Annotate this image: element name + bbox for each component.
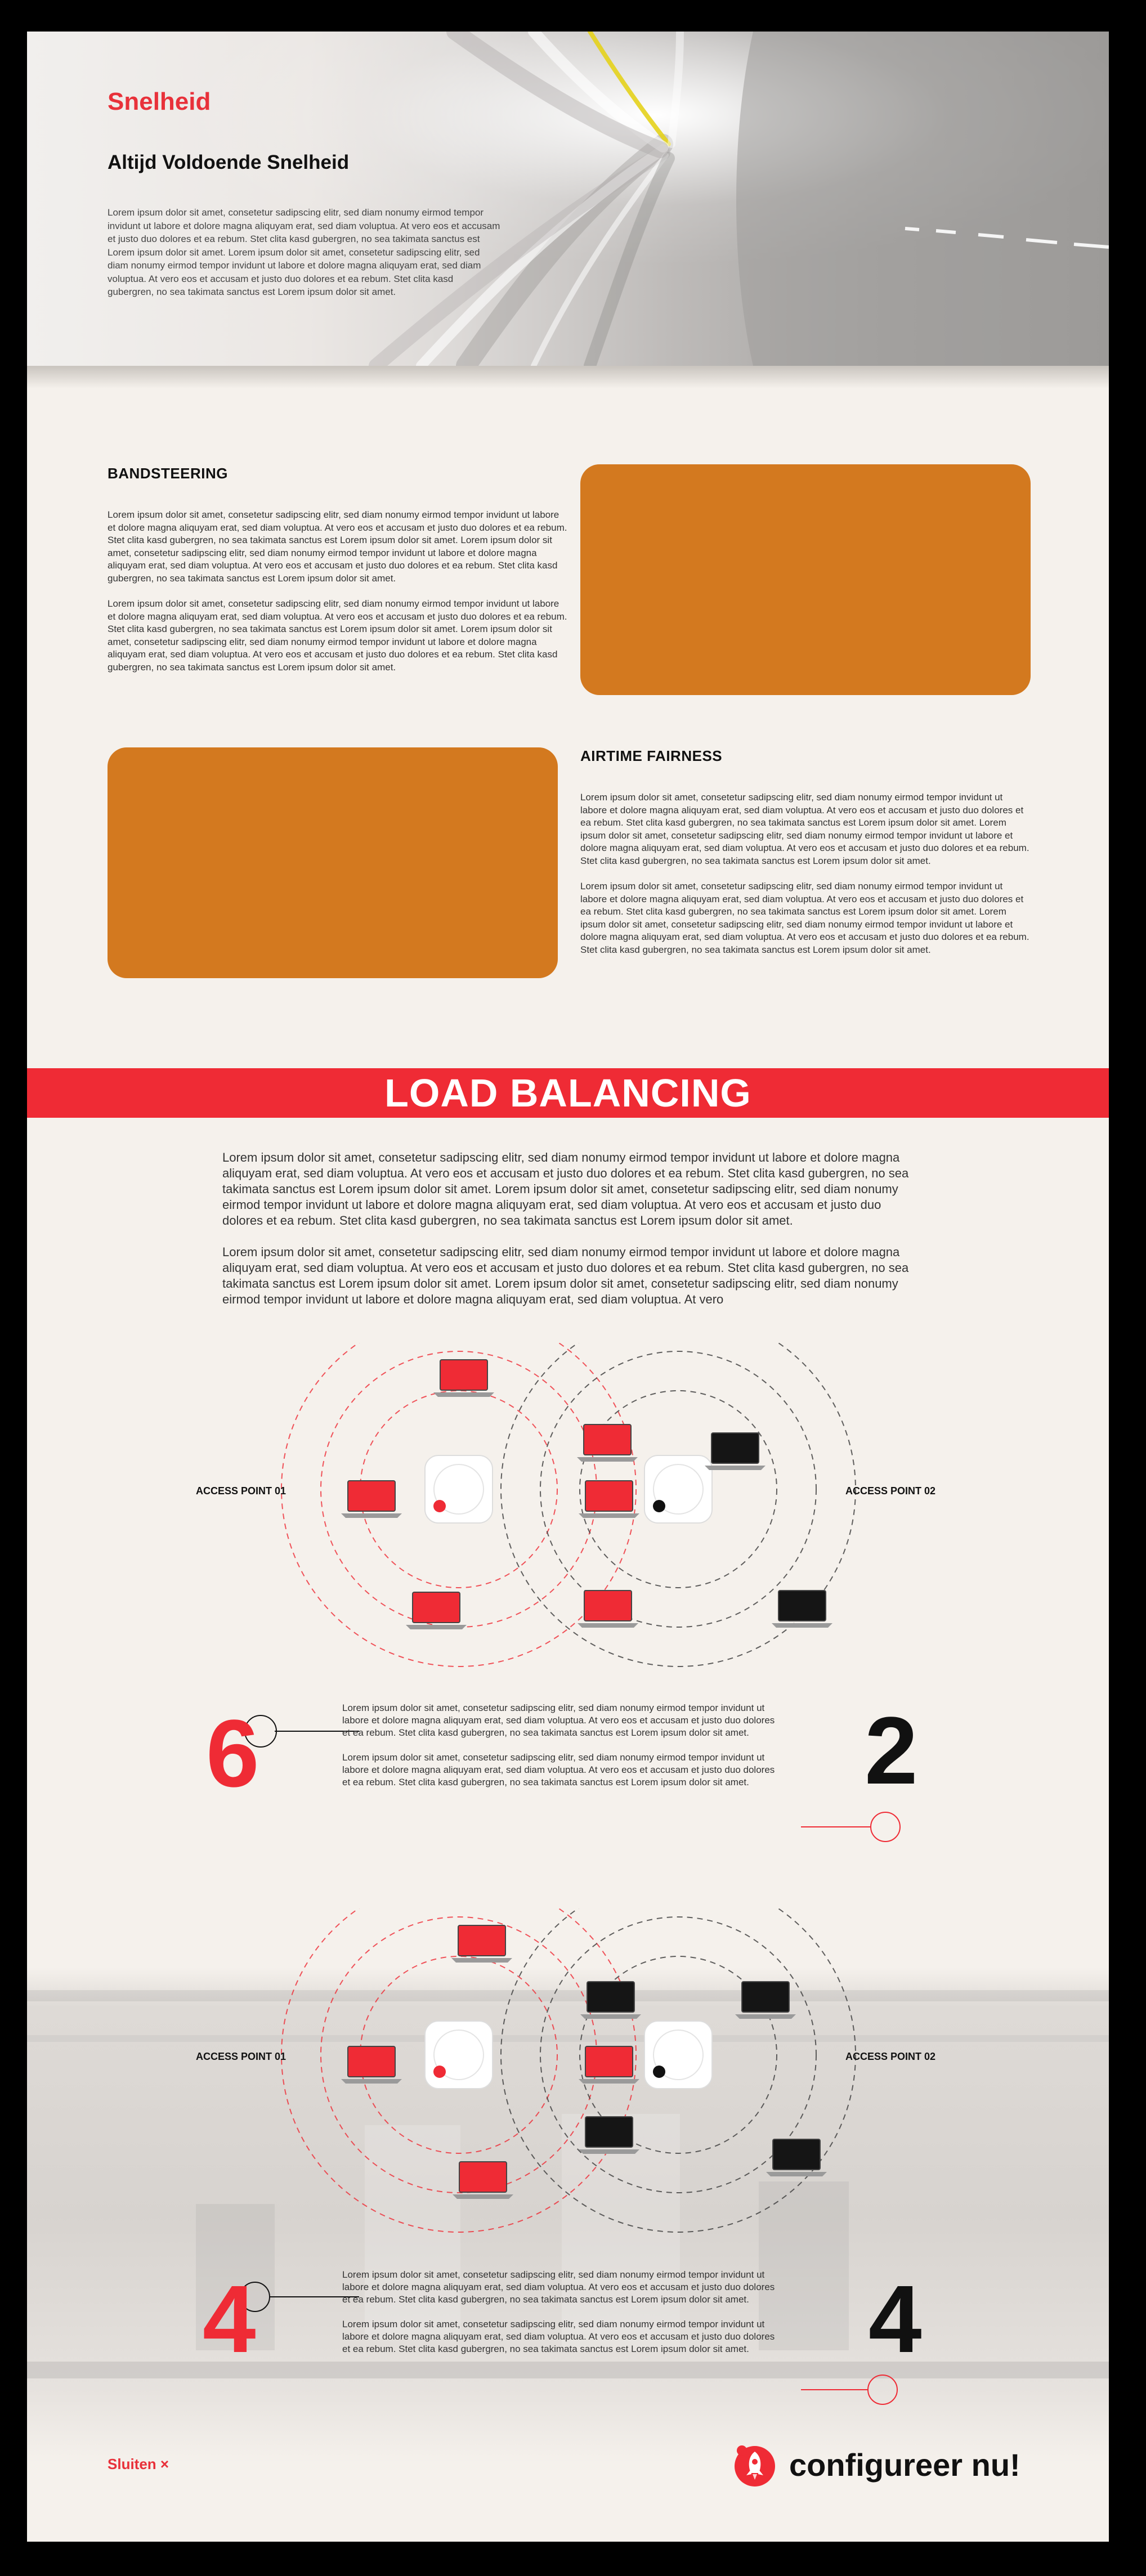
- laptop-icon: [580, 1982, 641, 2019]
- ap1-label: ACCESS POINT 01: [196, 2051, 286, 2062]
- laptop-icon: [772, 1591, 832, 1628]
- diagram2-paragraph-1: Lorem ipsum dolor sit amet, consetetur sadipscing elitr, sed diam nonumy eirmod tempor invidunt ut labore et dolore magna aliquyam erat, sed diam voluptua. At vero eos et accusam et justo duo dolores et ea rebum. Stet clita kasd gubergren, no sea takimata sanctus est Lorem ipsum dolor sit amet.: [342, 2269, 775, 2305]
- access-point-icon: [425, 2021, 493, 2089]
- ap2-label: ACCESS POINT 02: [845, 2051, 936, 2062]
- load-balancing-text: [222, 1150, 916, 1323]
- laptop-icon: [579, 1481, 639, 1518]
- laptop-icon: [578, 1591, 638, 1628]
- load-balancing-paragraph-2: Lorem ipsum dolor sit amet, consetetur sadipscing elitr, sed diam nonumy eirmod tempor invidunt ut labore et dolore magna aliquyam erat, sed diam voluptua. At vero eos et accusam et justo duo dolores et ea rebum. Stet clita kasd gubergren, no sea takimata sanctus est Lorem ipsum dolor sit amet. Lorem ipsum dolor sit amet, consetetur sadipscing elitr, sed diam nonumy eirmod tempor invidunt ut labore et dolore magna aliquyam erat, sed diam voluptua. At vero: [222, 1245, 909, 1306]
- ap1-device-count: 6: [206, 1700, 259, 1807]
- configure-now-button[interactable]: [731, 2440, 1020, 2489]
- laptops: [341, 1925, 827, 2199]
- airtime-text: [580, 791, 1031, 969]
- laptop-icon: [579, 2046, 639, 2084]
- configure-now-label: configureer nu!: [789, 2447, 1020, 2483]
- bandsteering-text: [108, 509, 569, 687]
- load-balancing-diagram-2: [27, 1909, 1109, 2246]
- hero-text: Lorem ipsum dolor sit amet, consetetur sadipscing elitr, sed diam nonumy eirmod tempor invidunt ut labore et dolore magna aliquyam erat, sed diam voluptua. At vero eos et accusam et justo duo dolores et ea rebum. Stet clita kasd gubergren, no sea takimata sanctus est Lorem ipsum dolor sit amet. Lorem ipsum dolor sit amet, consetetur sadipscing elitr, sed diam nonumy eirmod tempor invidunt ut labore et dolore magna aliquyam erat, sed diam voluptua. At vero eos et accusam et justo duo dolores et ea rebum. Stet clita kasd gubergren, no sea takimata sanctus est Lorem ipsum dolor sit amet.: [108, 207, 500, 297]
- bandsteering-media-placeholder: [580, 464, 1031, 695]
- diagram2-text: [342, 2269, 781, 2368]
- page: [27, 32, 1109, 2542]
- hero-title: Altijd Voldoende Snelheid: [108, 151, 350, 173]
- rocket-logo-icon: [731, 2440, 779, 2489]
- laptop-icon: [341, 2046, 402, 2084]
- ap2-device-count: 4: [869, 2266, 922, 2373]
- laptop-icon: [453, 2162, 513, 2199]
- load-balancing-banner: [27, 1068, 1109, 1118]
- access-point-icon: [644, 1455, 712, 1523]
- load-balancing-diagram-1: [27, 1343, 1109, 1681]
- hero-shadow: [27, 366, 1109, 388]
- airtime-title: AIRTIME FAIRNESS: [580, 747, 723, 764]
- hero-banner: [27, 32, 1109, 366]
- laptop-icon: [341, 1481, 402, 1518]
- laptop-icon: [766, 2139, 827, 2176]
- laptop-icon: [705, 1433, 766, 1470]
- bandsteering-paragraph-2: Lorem ipsum dolor sit amet, consetetur sadipscing elitr, sed diam nonumy eirmod tempor invidunt ut labore et dolore magna aliquyam erat, sed diam voluptua. At vero eos et accusam et justo duo dolores et ea rebum. Stet clita kasd gubergren, no sea takimata sanctus est Lorem ipsum dolor sit amet. Lorem ipsum dolor sit amet, consetetur sadipscing elitr, sed diam nonumy eirmod tempor invidunt ut labore et dolore magna aliquyam erat, sed diam voluptua. At vero eos et accusam et justo duo dolores et ea rebum. Stet clita kasd gubergren, no sea takimata sanctus est Lorem ipsum dolor sit amet.: [108, 598, 567, 673]
- load-balancing-paragraph-1: Lorem ipsum dolor sit amet, consetetur sadipscing elitr, sed diam nonumy eirmod tempor invidunt ut labore et dolore magna aliquyam erat, sed diam voluptua. At vero eos et accusam et justo duo dolores et ea rebum. Stet clita kasd gubergren, no sea takimata sanctus est Lorem ipsum dolor sit amet. Lorem ipsum dolor sit amet, consetetur sadipscing elitr, sed diam nonumy eirmod tempor invidunt ut labore et dolore magna aliquyam erat, sed diam voluptua. At vero eos et accusam et justo duo dolores et ea rebum. Stet clita kasd gubergren, no sea takimata sanctus est Lorem ipsum dolor sit amet.: [222, 1150, 909, 1227]
- laptop-icon: [577, 1424, 638, 1462]
- laptop-icon: [451, 1925, 512, 1963]
- ap1-device-count: 4: [203, 2266, 256, 2373]
- hero-kicker: Snelheid: [108, 88, 211, 115]
- diagram1-text: [342, 1702, 781, 1801]
- ap1-label: ACCESS POINT 01: [196, 1485, 286, 1497]
- laptop-icon: [579, 2117, 639, 2154]
- laptop-icon: [735, 1982, 796, 2019]
- diagram1-paragraph-1: Lorem ipsum dolor sit amet, consetetur sadipscing elitr, sed diam nonumy eirmod tempor invidunt ut labore et dolore magna aliquyam erat, sed diam voluptua. At vero eos et accusam et justo duo dolores et ea rebum. Stet clita kasd gubergren, no sea takimata sanctus est Lorem ipsum dolor sit amet.: [342, 1703, 775, 1738]
- diagram2-paragraph-2: Lorem ipsum dolor sit amet, consetetur sadipscing elitr, sed diam nonumy eirmod tempor invidunt ut labore et dolore magna aliquyam erat, sed diam voluptua. At vero eos et accusam et justo duo dolores et ea rebum. Stet clita kasd gubergren, no sea takimata sanctus est Lorem ipsum dolor sit amet.: [342, 2319, 775, 2354]
- load-balancing-title: LOAD BALANCING: [384, 1071, 751, 1115]
- laptops: [341, 1360, 832, 1629]
- access-point-icon: [644, 2021, 712, 2089]
- ap2-device-count: 2: [865, 1697, 918, 1804]
- airtime-paragraph-1: Lorem ipsum dolor sit amet, consetetur sadipscing elitr, sed diam nonumy eirmod tempor invidunt ut labore et dolore magna aliquyam erat, sed diam voluptua. At vero eos et accusam et justo duo dolores et ea rebum. Stet clita kasd gubergren, no sea takimata sanctus est Lorem ipsum dolor sit amet. Lorem ipsum dolor sit amet, consetetur sadipscing elitr, sed diam nonumy eirmod tempor invidunt ut labore et dolore magna aliquyam erat, sed diam voluptua. At vero eos et accusam et justo duo dolores et ea rebum. Stet clita kasd gubergren, no sea takimata sanctus est Lorem ipsum dolor sit amet.: [580, 792, 1029, 866]
- close-button[interactable]: Sluiten ×: [108, 2456, 169, 2472]
- airtime-paragraph-2: Lorem ipsum dolor sit amet, consetetur sadipscing elitr, sed diam nonumy eirmod tempor invidunt ut labore et dolore magna aliquyam erat, sed diam voluptua. At vero eos et accusam et justo duo dolores et ea rebum. Stet clita kasd gubergren, no sea takimata sanctus est Lorem ipsum dolor sit amet. Lorem ipsum dolor sit amet, consetetur sadipscing elitr, sed diam nonumy eirmod tempor invidunt ut labore et dolore magna aliquyam erat, sed diam voluptua. At vero eos et accusam et justo duo dolores et ea rebum. Stet clita kasd gubergren, no sea takimata sanctus est Lorem ipsum dolor sit amet.: [580, 881, 1029, 955]
- bandsteering-paragraph-1: Lorem ipsum dolor sit amet, consetetur sadipscing elitr, sed diam nonumy eirmod tempor invidunt ut labore et dolore magna aliquyam erat, sed diam voluptua. At vero eos et accusam et justo duo dolores et ea rebum. Stet clita kasd gubergren, no sea takimata sanctus est Lorem ipsum dolor sit amet. Lorem ipsum dolor sit amet, consetetur sadipscing elitr, sed diam nonumy eirmod tempor invidunt ut labore et dolore magna aliquyam erat, sed diam voluptua. At vero eos et accusam et justo duo dolores et ea rebum. Stet clita kasd gubergren, no sea takimata sanctus est Lorem ipsum dolor sit amet.: [108, 509, 567, 584]
- tunnel-image: [27, 32, 1109, 366]
- laptop-icon: [406, 1592, 467, 1629]
- airtime-media-placeholder: [108, 747, 558, 978]
- access-point-icon: [425, 1455, 493, 1523]
- diagram1-paragraph-2: Lorem ipsum dolor sit amet, consetetur sadipscing elitr, sed diam nonumy eirmod tempor invidunt ut labore et dolore magna aliquyam erat, sed diam voluptua. At vero eos et accusam et justo duo dolores et ea rebum. Stet clita kasd gubergren, no sea takimata sanctus est Lorem ipsum dolor sit amet.: [342, 1752, 775, 1787]
- bandsteering-title: BANDSTEERING: [108, 465, 229, 482]
- ap2-label: ACCESS POINT 02: [845, 1485, 936, 1497]
